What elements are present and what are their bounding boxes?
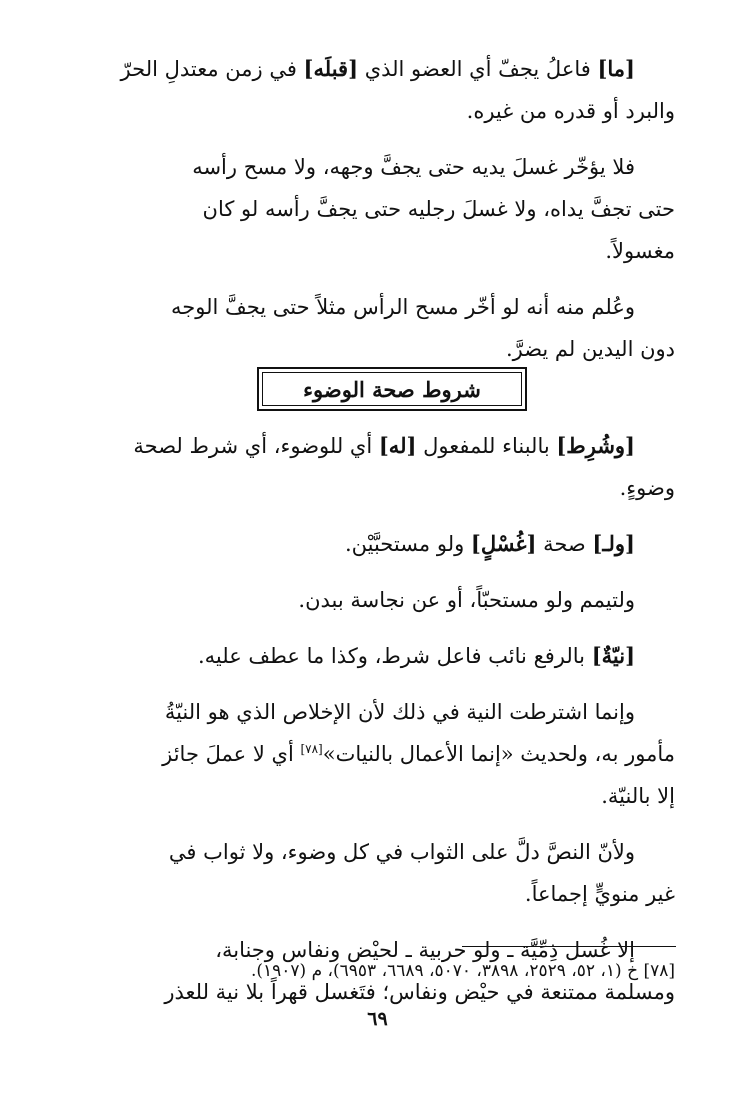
line bbox=[80, 425, 675, 467]
text-run: مأمور به، ولحديث «إنما الأعمال بالنيات» bbox=[322, 742, 675, 766]
text-run: فاعلُ يجفّ أي العضو الذي bbox=[358, 57, 598, 81]
paragraph-4 bbox=[80, 425, 675, 509]
line: إلا بالنيّة. bbox=[601, 784, 675, 808]
paragraph-9 bbox=[80, 831, 675, 915]
section-heading: شروط صحة الوضوء bbox=[262, 372, 522, 406]
text-block-top bbox=[80, 48, 675, 370]
paragraph-5 bbox=[80, 523, 675, 565]
matn-term: [قبلَه] bbox=[303, 56, 359, 81]
text-run: ولو مستحبَّيْن. bbox=[344, 532, 471, 556]
matn-term: [وشُرِط] bbox=[556, 433, 635, 458]
text-run: أي لا عملَ جائز bbox=[162, 742, 301, 766]
paragraph-6 bbox=[80, 579, 675, 621]
line: ولأنّ النصَّ دلَّ على الثواب في كل وضوء، ولا ثواب في bbox=[168, 840, 635, 864]
paragraph-3 bbox=[80, 286, 675, 370]
footnote-reference[interactable]: [٧٨] bbox=[300, 742, 323, 756]
line bbox=[80, 635, 675, 677]
line: وضوءٍ. bbox=[619, 476, 675, 500]
footnote-separator bbox=[462, 946, 676, 947]
paragraph-8 bbox=[80, 691, 675, 817]
paragraph-1 bbox=[80, 48, 675, 132]
line: دون اليدين لم يضرَّ. bbox=[505, 337, 675, 361]
line: إلا غُسل ذِمِّيَّة ـ ولو حربية ـ لحيْض ونفاس وجنابة، bbox=[215, 938, 635, 962]
footnote: [٧٨] خ (١، ٥٢، ٢٥٢٩، ٣٨٩٨، ٥٠٧٠، ٦٦٨٩، ٦٩٥٣)، م (١٩٠٧). bbox=[250, 961, 675, 981]
page-number: ٦٩ bbox=[367, 1008, 388, 1030]
matn-term: [له] bbox=[378, 433, 417, 458]
text-run: أي للوضوء، أي شرط لصحة bbox=[133, 434, 379, 458]
paragraph-2 bbox=[80, 146, 675, 272]
line bbox=[80, 523, 675, 565]
text-run: في زمن معتدلِ الحرّ bbox=[120, 57, 304, 81]
section-heading-frame bbox=[257, 367, 527, 411]
text-run: بالبناء للمفعول bbox=[416, 434, 557, 458]
matn-term: [نيّةٌ] bbox=[591, 643, 635, 668]
text-run: صحة bbox=[536, 532, 593, 556]
text-block-bottom bbox=[80, 425, 675, 1013]
line bbox=[80, 48, 675, 90]
line: والبرد أو قدره من غيره. bbox=[466, 99, 675, 123]
line: ومسلمة ممتنعة في حيْض ونفاس؛ فتَغسل قهراً بلا نية للعذر bbox=[164, 980, 675, 1004]
paragraph-7 bbox=[80, 635, 675, 677]
matn-term: [ولـ] bbox=[592, 531, 635, 556]
line: وإنما اشترطت النية في ذلك لأن الإخلاص الذي هو النيّةُ bbox=[164, 700, 635, 724]
line: فلا يؤخّر غسلَ يديه حتى يجفَّ وجهه، ولا مسح رأسه bbox=[192, 155, 635, 179]
line: حتى تجفَّ يداه، ولا غسلَ رجليه حتى يجفَّ رأسه لو كان bbox=[202, 197, 675, 221]
line: ولتيمم ولو مستحبّاً، أو عن نجاسة ببدن. bbox=[298, 588, 635, 612]
matn-term: [ما] bbox=[597, 56, 635, 81]
line: مغسولاً. bbox=[605, 239, 675, 263]
text-run: بالرفع نائب فاعل شرط، وكذا ما عطف عليه. bbox=[197, 644, 592, 668]
line: وعُلم منه أنه لو أخّر مسح الرأس مثلاً حتى يجفَّ الوجه bbox=[170, 295, 635, 319]
line: غير منويٍّ إجماعاً. bbox=[524, 882, 675, 906]
line bbox=[80, 733, 675, 775]
matn-term: [غُسْلٍ] bbox=[470, 531, 537, 556]
